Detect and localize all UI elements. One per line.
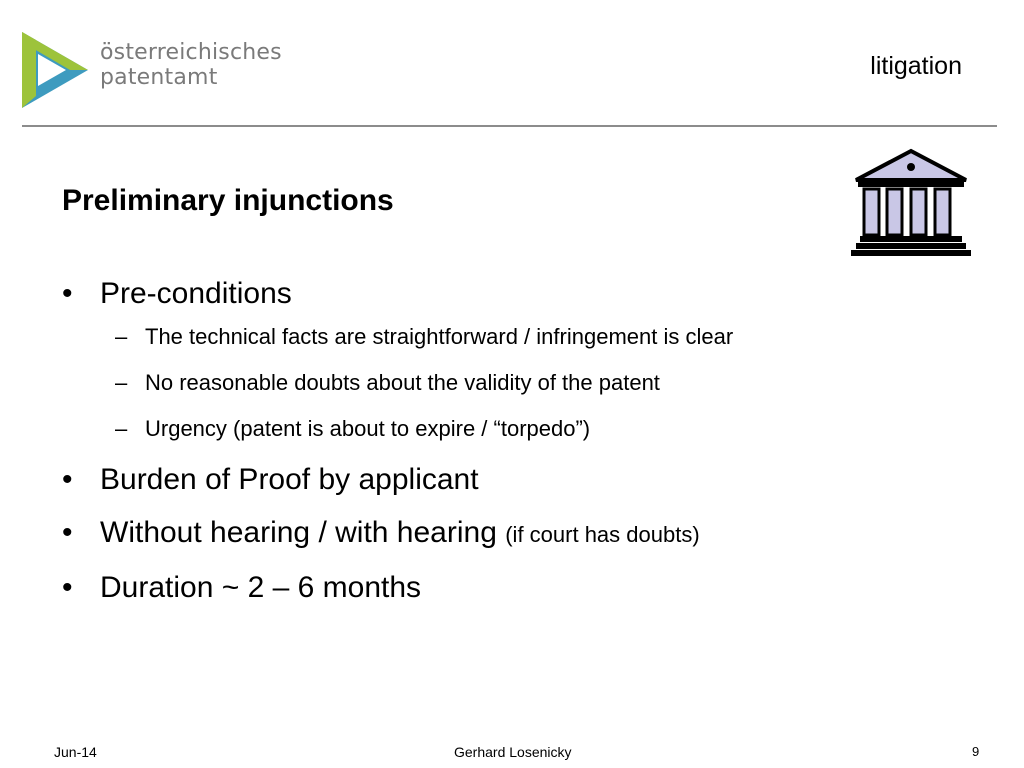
logo-line-2: patentamt xyxy=(100,65,218,90)
bullet-item xyxy=(62,515,922,553)
bullet-aside: (if court has doubts) xyxy=(505,522,700,547)
bullet-item xyxy=(62,462,922,498)
logo-triangle-icon xyxy=(18,26,94,112)
sub-bullet-item: – Urgency (patent is about to expire / “torpedo”) xyxy=(100,416,922,442)
slide-title: Preliminary injunctions xyxy=(62,184,394,217)
bullet-text: Burden of Proof by applicant xyxy=(100,463,479,496)
bullet-text: Pre-conditions xyxy=(100,277,292,310)
page-number: 9 xyxy=(972,744,980,759)
bullet-text: Without hearing / with hearing xyxy=(100,516,506,549)
header-divider xyxy=(22,125,997,127)
section-label: litigation xyxy=(870,52,962,80)
sub-bullet-list xyxy=(100,324,922,442)
logo-wordmark xyxy=(100,40,282,90)
footer-date: Jun-14 xyxy=(54,744,97,760)
patent-office-logo xyxy=(18,26,282,112)
sub-bullet-item: – The technical facts are straightforward / infringement is clear xyxy=(100,324,922,350)
courthouse-icon xyxy=(848,148,974,258)
bullet-list xyxy=(62,276,922,623)
sub-bullet-item: – No reasonable doubts about the validity of the patent xyxy=(100,370,922,396)
bullet-text: Duration ~ 2 – 6 months xyxy=(100,571,422,604)
logo-line-1: österreichisches xyxy=(100,40,282,65)
bullet-item xyxy=(62,570,922,606)
footer-author: Gerhard Losenicky xyxy=(454,744,572,760)
bullet-item xyxy=(62,276,922,442)
